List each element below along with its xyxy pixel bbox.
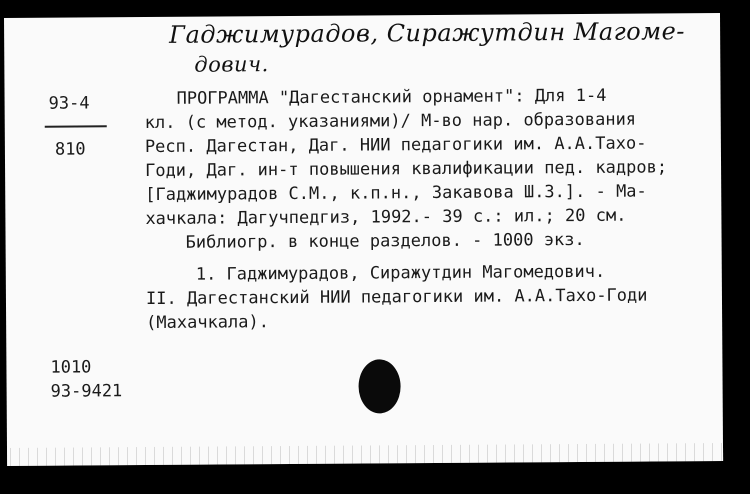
call-number-bottom: 810 [54, 139, 86, 160]
body-line-1: ПРОГРАММА "Дагестанский орнамент": Для 1-4 [176, 85, 607, 109]
body-line-2: кл. (с метод. указаниями)/ М-во нар. образования [144, 109, 637, 134]
handwritten-heading-line-2: дович. [194, 52, 269, 77]
body-line-7: Библиогр. в конце разделов. - 1000 экз. [185, 229, 585, 253]
tracing-line-3: (Махачкала). [146, 312, 270, 334]
handwritten-heading-line-1: Гаджимурадов, Сиражутдин Магоме- [169, 17, 685, 49]
call-number-top: 93-4 [48, 93, 90, 114]
scan-noise [7, 443, 723, 466]
call-number-divider [45, 125, 107, 127]
body-line-5: [Гаджимурадов С.М., к.п.н., Закавова Ш.З.]. - Ма- [145, 181, 647, 206]
body-line-3: Респ. Дагестан, Даг. НИИ педагогики им. А.А.Тахо- [144, 133, 647, 158]
body-line-6: хачкала: Дагучпедгиз, 1992.- 39 с.: ил.; 20 см. [145, 205, 627, 230]
footer-code-1: 1010 [50, 357, 92, 378]
footer-code-2: 93-9421 [50, 381, 123, 402]
body-line-4: Годи, Даг. ин-т повышения квалификации пед. кадров; [145, 157, 668, 182]
tracing-line-1: 1. Гаджимурадов, Сиражутдин Магомедович. [195, 261, 606, 285]
punch-hole [358, 359, 400, 413]
tracing-line-2: II. Дагестанский НИИ педагогики им. А.А.Тахо-Годи [145, 285, 648, 310]
catalog-card [4, 13, 723, 466]
